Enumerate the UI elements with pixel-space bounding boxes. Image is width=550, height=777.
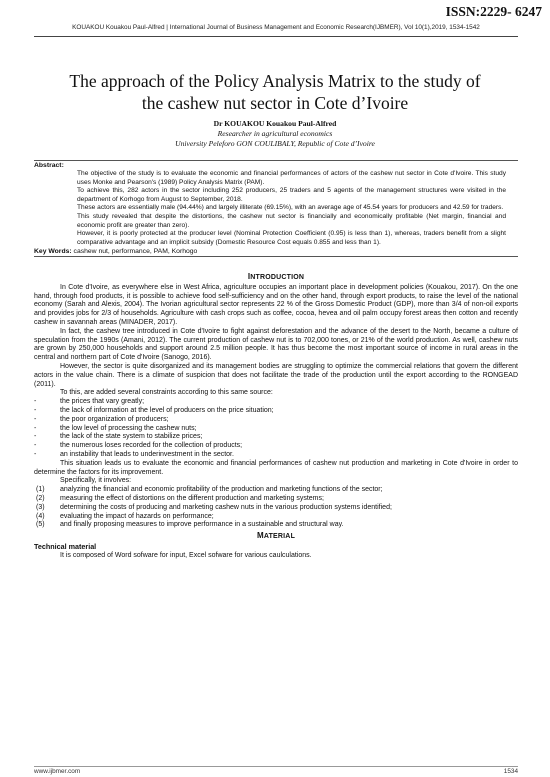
intro-paragraph: In fact, the cashew tree introduced in Cote d'Ivoire to fight against deforestation and the advance of the desert to the North, became a culture of speculation from the 1990s (Amani, 2012). The current production of cashew nut is to 702,000 tones, or 21% of the world production. As well, cashew nuts are grown by 250,000 households and support around 2.5 million people. It has thus become the most important source of income in rural areas in the central and northern part of Cote d'Ivoire (Sanogo, 2016). (34, 327, 518, 362)
introduction-heading (34, 273, 518, 283)
list-number: (5) (36, 521, 45, 529)
list-item (34, 513, 518, 522)
technical-material-subheading: Technical material (34, 541, 97, 551)
abstract-paragraph: The objective of the study is to evaluate the economic and financial performances of actors of the cashew nut sector in Cote d'Ivoire. This study uses Monke and Pearson's (1989) Policy Analysis Matrix (PAM). (77, 170, 506, 186)
intro-paragraph: Specifically, it involves: (60, 477, 132, 485)
intro-paragraph: In Cote d'Ivoire, as everywhere else in West Africa, agriculture occupies an important place in development policies (Kouakou, 2017). On the one hand, through food products, it is possible to achieve food self-sufficiency and on the other hand, through export products, to raise the level of the national economy (Sarah and Alexis, 2004). The Ivorian agricultural sector represents 22 % of the Gross Domestic Product (GDP), more than 3/4 of non-oil exports and provides jobs for 2/3 of households. Agriculture with cash crops such as coffee, cocoa, hevea and oil palm occupy forest areas then cotton and recently cashew in savannah areas (MINADER, 2017). (34, 283, 518, 326)
list-item (34, 442, 518, 451)
abstract-bottom-divider (34, 256, 518, 257)
dash-marker: - (34, 450, 37, 458)
dash-marker: - (34, 398, 37, 406)
page-number: 1534 (503, 768, 518, 775)
dash-marker: - (34, 406, 37, 414)
list-number: (1) (36, 486, 45, 494)
abstract-label: Abstract: (34, 162, 64, 169)
list-item-text: the poor organization of producers; (60, 415, 169, 423)
list-item-text: determining the costs of producing and marketing cashew nuts in the various production systems identified; (60, 503, 392, 511)
list-item (34, 433, 518, 442)
author-block (30, 119, 520, 149)
list-item-text: and finally proposing measures to improve performance in a sustainable and structural way. (60, 521, 344, 529)
list-item (34, 425, 518, 434)
dash-marker: - (34, 442, 37, 450)
author-affiliation: University Peleforo GON COULIBALY, Republic of Cote d’Ivoire (175, 139, 375, 148)
intro-paragraph: However, the sector is quite disorganized and its management bodies are struggling to optimize the commercial relations that govern the different actors in the value chain. There is a climate of suspicion that does not facilitate the trade of the production until the export according to the RONGEAD (2011). (34, 362, 518, 388)
dash-marker: - (34, 424, 37, 432)
list-item (34, 398, 518, 407)
author-role: Researcher in agricultural economics (217, 129, 333, 138)
abstract-section (34, 160, 518, 257)
abstract-paragraph: To achieve this, 282 actors in the sector including 252 producers, 25 traders and 5 agents of the management structures were visited in the department of Korhogo from August to September, 2018. (77, 187, 506, 203)
abstract-paragraph: This study revealed that despite the distortions, the cashew nut sector is financially and economically profitable (Net margin, financial and economic profit are greater than zero). (77, 212, 506, 229)
list-item-text: the lack of the state system to stabilize prices; (60, 433, 203, 441)
heading-rest: NTRODUCTION (250, 274, 305, 281)
list-item (34, 495, 518, 504)
list-item-text: analyzing the financial and economic profitability of the production and marketing functions of the sector; (60, 486, 383, 494)
keywords-label: Key Words: (34, 248, 72, 256)
paper-title (30, 70, 520, 114)
issn-label: ISSN:2229- 6247 (445, 4, 542, 19)
list-item (34, 451, 518, 460)
heading-initial: I (247, 272, 251, 281)
list-item-text: the low level of processing the cashew nuts; (60, 424, 197, 432)
title-line-1: The approach of the Policy Analysis Matrix to the study of (69, 71, 481, 91)
article-body (34, 271, 518, 561)
keywords-values: cashew nut, performance, PAM, Korhogo (71, 248, 198, 256)
intro-paragraph: This situation leads us to evaluate the economic and financial performances of cashew nut production and marketing in Cote d'Ivoire in order to determine the factors for its improvement. (34, 459, 518, 476)
list-item (34, 486, 518, 495)
dash-marker: - (34, 433, 37, 441)
list-number: (2) (36, 494, 45, 502)
list-item-text: an instability that leads to underinvestment in the sector. (60, 450, 234, 458)
intro-paragraph: To this, are added several constraints according to this same source: (60, 389, 273, 397)
heading-initial: M (256, 531, 264, 541)
objectives-list (34, 486, 518, 530)
abstract-paragraph: However, it is poorly protected at the producer level (Nominal Protection Coefficient (0.95) is less than 1), whereas, traders benefit from a slight comparative advantage and an implicit subsidy (Domestic Resource Cost equals 0.855 and less than 1). (77, 230, 506, 246)
material-text: It is composed of Word sofware for input, Excel sofware for various caulculations. (60, 551, 312, 559)
constraints-list (34, 398, 518, 460)
list-item (34, 504, 518, 513)
list-item-text: evaluating the impact of hazards on performance; (60, 512, 214, 520)
title-line-2: the cashew nut sector in Cote d’Ivoire (141, 93, 409, 113)
list-item (34, 521, 518, 530)
list-item-text: the numerous loses recorded for the collection of products; (60, 442, 243, 450)
list-item (34, 416, 518, 425)
journal-running-header: KOUAKOU Kouakou Paul-Alfred | International Journal of Business Management and Economic Research(IJBMER), Vol 10(1),2019, 1534-1542 (72, 24, 480, 31)
dash-marker: - (34, 415, 37, 423)
list-item-text: measuring the effect of distortions on the different production and marketing systems; (60, 494, 324, 502)
list-number: (3) (36, 503, 45, 511)
footer-website: www.ijbmer.com (34, 768, 81, 775)
keywords-line (34, 247, 518, 256)
header-divider (34, 36, 518, 37)
author-name: Dr KOUAKOU Kouakou Paul-Alfred (213, 119, 337, 128)
abstract-paragraph: These actors are essentially male (94.44%) and largely illiterate (69.15%), with an average age of 45.54 years for producers and 42.59 for traders. (77, 204, 504, 212)
list-number: (4) (36, 512, 45, 520)
list-item (34, 407, 518, 416)
heading-rest: ATERIAL (263, 533, 296, 541)
material-heading (34, 532, 518, 542)
list-item-text: the prices that vary greatly; (60, 398, 145, 406)
abstract-body (34, 170, 518, 247)
footer-divider (34, 766, 518, 767)
list-item-text: the lack of information at the level of producers on the price situation; (60, 406, 274, 414)
